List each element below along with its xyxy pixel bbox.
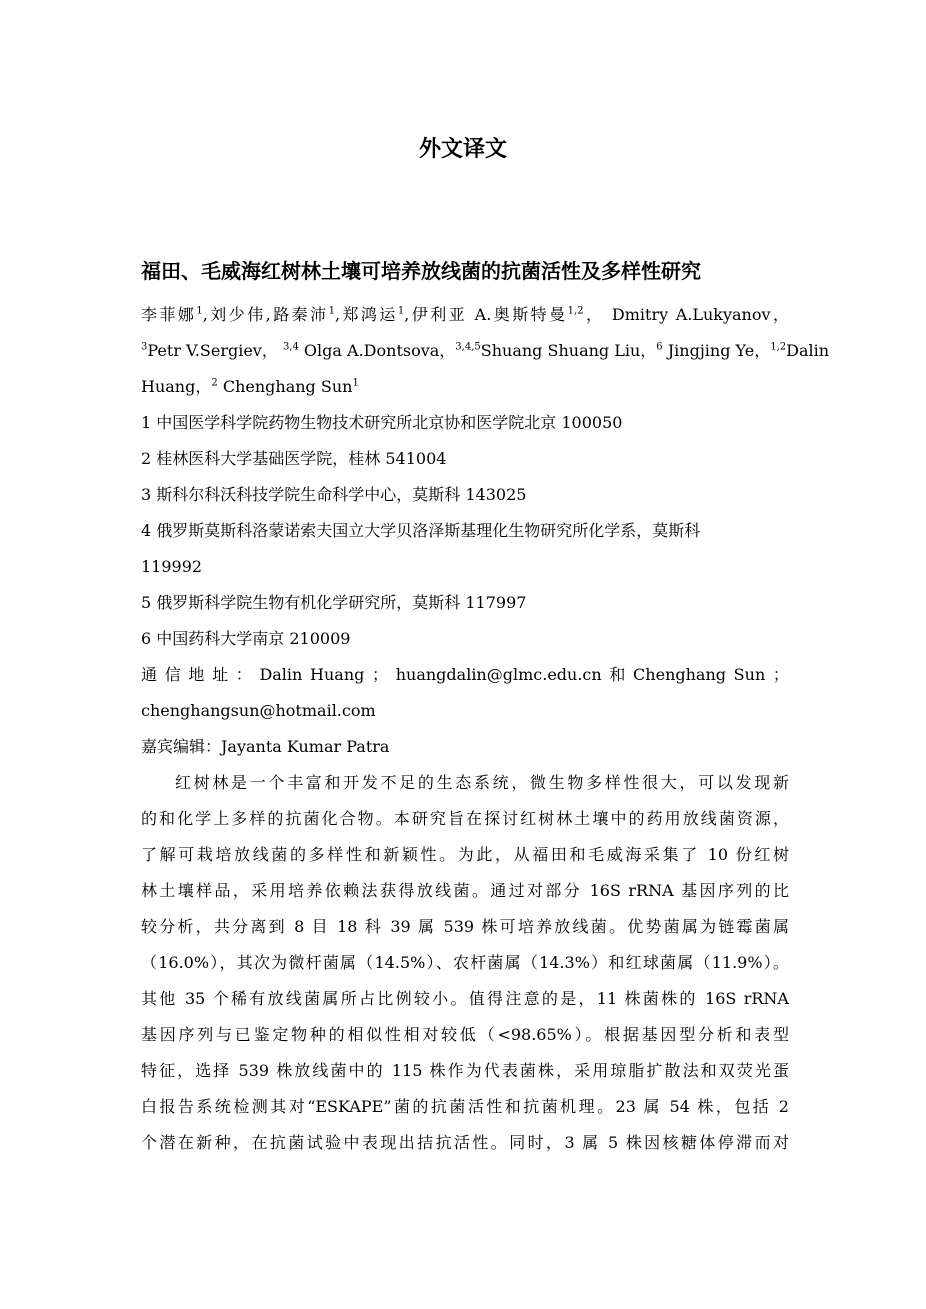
affiliation-6: 6 中国药科大学南京 210009 [141,629,351,648]
abstract-line: 个潜在新种，在抗菌试验中表现出拮抗活性。同时，3 属 5 株因核糖体停滞而对 [141,1133,789,1152]
contact-part: 和 [609,665,626,684]
author-affiliation-mark: 3,4,5 [455,341,481,353]
author-name: ,刘少伟,路秦沛 [202,305,329,324]
abstract-line: 的和化学上多样的抗菌化合物。本研究旨在探讨红树林土壤中的药用放线菌资源， [141,809,789,828]
author-affiliation-mark: 1 [196,305,203,317]
abstract-line: 较分析，共分离到 8 目 18 科 39 属 539 株可培养放线菌。优势菌属为链霉菌属 [141,917,789,936]
author-name: Olga A.Dontsova， [298,341,456,360]
author-affiliation-mark: 6 [656,341,663,353]
author-name: Petr V.Sergiev， [147,341,283,360]
correspondence-line [141,657,789,693]
abstract-line: 白报告系统检测其对“ESKAPE”菌的抗菌活性和抗菌机理。23 属 54 株，包括 2 [141,1097,789,1116]
affiliation-5: 5 俄罗斯科学院生物有机化学研究所，莫斯科 117997 [141,593,527,612]
contact-part: Huang [310,665,365,684]
document-title: 外文译文 [418,137,507,162]
contact-part: ； [772,665,789,684]
abstract-line: 基因序列与已鉴定物种的相似性相对较低（<98.65%）。根据基因型分析和表型 [141,1025,789,1044]
author-name: ,伊利亚 A.奥斯特曼 [404,305,568,324]
contact-part: 通 [141,665,158,684]
contact-part: Sun [733,665,766,684]
author-affiliation-mark: 1,2 [770,341,787,353]
affiliation-1: 1 中国医学科学院药物生物技术研究所北京协和医学院北京 100050 [141,413,623,432]
author-name: Huang， [141,377,212,396]
author-name: Shuang Shuang Liu， [480,341,657,360]
contact-email-2: chenghangsun@hotmail.com [141,701,376,720]
affiliation-4: 4 俄罗斯莫斯科洛蒙诺索夫国立大学贝洛泽斯基理化生物研究所化学系，莫斯科 [141,521,701,540]
contact-part: ： [235,665,252,684]
abstract-line: 林土壤样品，采用培养依赖法获得放线菌。通过对部分 16S rRNA 基因序列的比 [141,881,789,900]
author-affiliation-mark: 3,4 [282,341,299,353]
contact-part: Dalin [259,665,303,684]
author-affiliation-mark: 1 [352,377,359,389]
abstract-line: 特征，选择 539 株放线菌中的 115 株作为代表菌株，采用琼脂扩散法和双荧光蛋 [141,1061,789,1080]
author-affiliation-mark: 1 [328,305,335,317]
author-name: 李菲娜 [141,305,197,324]
contact-email-1: huangdalin@glmc.edu.cn [395,665,602,684]
author-affiliation-mark: 1 [397,305,405,317]
contact-part: 信 [164,665,181,684]
author-affiliation-mark: 1,2 [567,305,584,317]
abstract-line: 红树林是一个丰富和开发不足的生态系统，微生物多样性很大，可以发现新 [175,773,789,792]
author-name: Dalin [786,341,830,360]
author-name: ,郑鸿运 [334,305,398,324]
contact-part: ； [372,665,389,684]
author-name: ， Dmitry A.Lukyanov， [583,305,789,324]
abstract-line: 了解可栽培放线菌的多样性和新颖性。为此，从福田和毛威海采集了 10 份红树 [141,845,789,864]
author-name: Chenghang Sun [217,377,353,396]
author-affiliation-mark: 2 [211,377,218,389]
abstract-line: （16.0%），其次为微杆菌属（14.5%）、农杆菌属（14.3%）和红球菌属（11.9%）。 [141,953,789,972]
contact-part: 址 [212,665,229,684]
affiliation-3: 3 斯科尔科沃科技学院生命科学中心，莫斯科 143025 [141,485,527,504]
abstract-line: 其他 35 个稀有放线菌属所占比例较小。值得注意的是，11 株菌株的 16S rRNA [141,989,789,1008]
contact-part: 地 [188,665,205,684]
authors-line-3 [141,369,789,405]
article-title: 福田、毛威海红树林土壤可培养放线菌的抗菌活性及多样性研究 [141,259,701,283]
contact-part: Chenghang [633,665,726,684]
authors-line-1 [141,297,789,333]
author-affiliation-mark: 3 [141,341,148,353]
article-body [141,297,830,1161]
authors-line-2 [141,333,830,369]
guest-editor: 嘉宾编辑：Jayanta Kumar Patra [141,737,390,756]
author-name: Jingjing Ye， [662,341,771,360]
affiliation-2: 2 桂林医科大学基础医学院，桂林 541004 [141,449,447,468]
affiliation-4-postcode: 119992 [141,557,203,576]
